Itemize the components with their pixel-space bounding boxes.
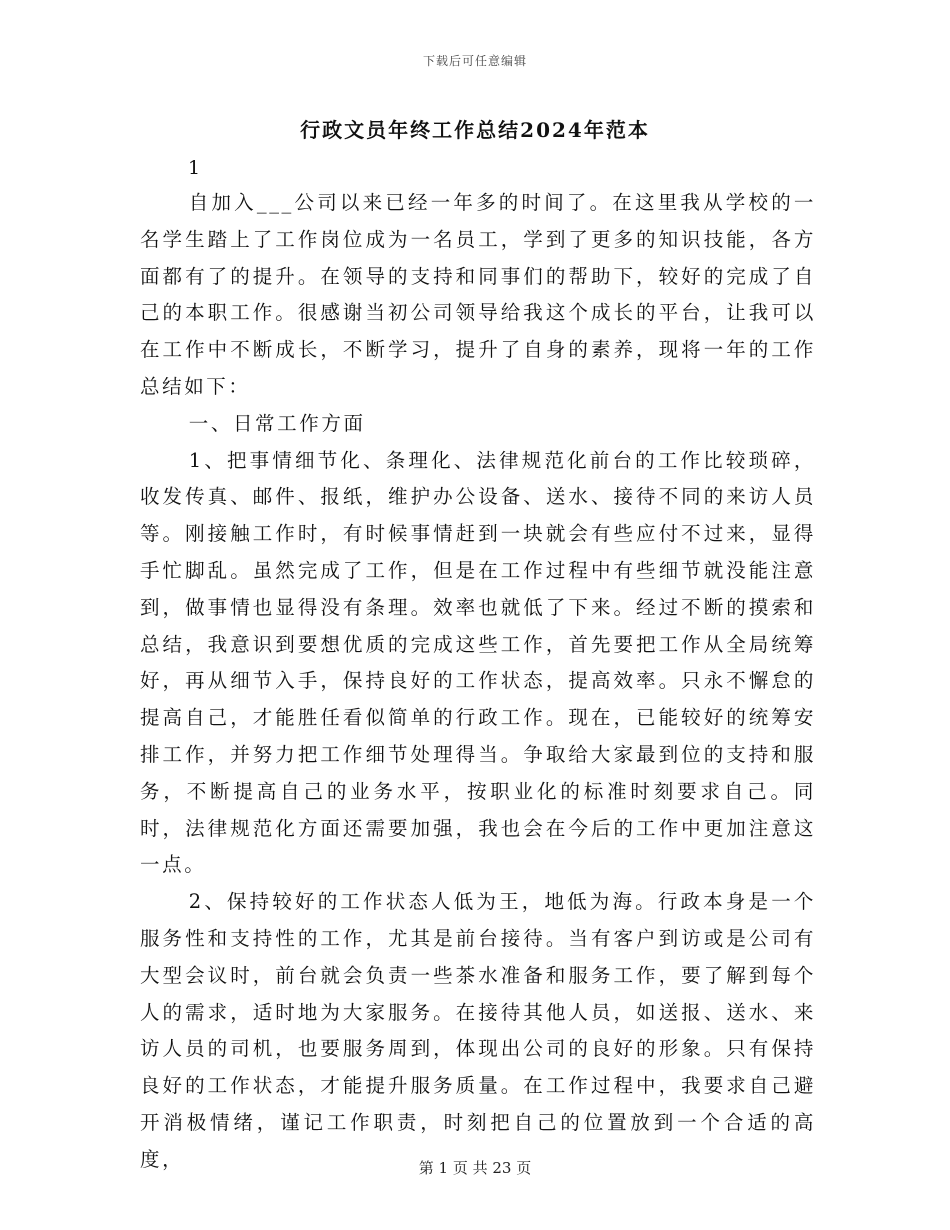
- section-number: 1: [188, 157, 201, 179]
- document-title: 行政文员年终工作总结2024年范本: [300, 118, 650, 142]
- paragraph-heading-daily-work: 一、日常工作方面: [188, 411, 366, 435]
- document-body: [140, 185, 816, 1179]
- header-note: 下载后可任意编辑: [422, 54, 527, 68]
- paragraph-intro: 自加入___公司以来已经一年多的时间了。在这里我从学校的一名学生踏上了工作岗位成为一名员工，学到了更多的知识技能，各方面都有了的提升。在领导的支持和同事们的帮助下，较好的完成了自己的本职工作。很感谢当初公司领导给我这个成长的平台，让我可以在工作中不断成长，不断学习，提升了自身的素养，现将一年的工作总结如下：: [140, 191, 816, 398]
- paragraph-item-2: 2、保持较好的工作状态人低为王，地低为海。行政本身是一个服务性和支持性的工作，尤其是前台接待。当有客户到访或是公司有大型会议时，前台就会负责一些茶水准备和服务工作，要了解到每个人的需求，适时地为大家服务。在接待其他人员，如送报、送水、来访人员的司机，也要服务周到，体现出公司的良好的形象。只有保持良好的工作状态，才能提升服务质量。在工作过程中，我要求自己避开消极情绪，谨记工作职责，时刻把自己的位置放到一个合适的高度，: [140, 890, 816, 1171]
- page-footer: 第 1 页 共 23 页: [418, 1159, 532, 1177]
- paragraph-item-1: 1、把事情细节化、条理化、法律规范化前台的工作比较琐碎，收发传真、邮件、报纸，维护办公设备、送水、接待不同的来访人员等。刚接触工作时，有时候事情赶到一块就会有些应付不过来，显得手忙脚乱。虽然完成了工作，但是在工作过程中有些细节就没能注意到，做事情也显得没有条理。效率也就低了下来。经过不断的摸索和总结，我意识到要想优质的完成这些工作，首先要把工作从全局统筹好，再从细节入手，保持良好的工作状态，提高效率。只永不懈怠的提高自己，才能胜任看似简单的行政工作。现在，已能较好的统筹安排工作，并努力把工作细节处理得当。争取给大家最到位的支持和服务，不断提高自己的业务水平，按职业化的标准时刻要求自己。同时，法律规范化方面还需要加强，我也会在今后的工作中更加注意这一点。: [140, 448, 816, 877]
